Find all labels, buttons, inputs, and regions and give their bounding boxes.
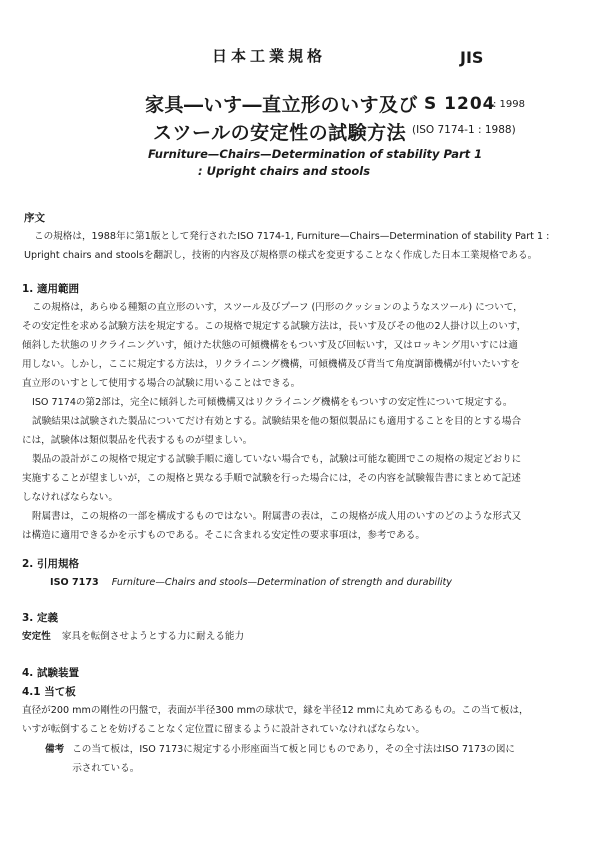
section-4-1-line: 直径が200 mmの剛性の円盤で，表面が半径300 mmの球状で，縁を半径12 mmに丸めてあるもの。この当て板は， [22,705,529,716]
standard-code: S 1204 [424,94,496,114]
preface-line: この規格は，1988年に第1版として発行されたISO 7174-1, Furniture—Chairs—Determination of stability Part 1 : [34,231,550,242]
title-en-line2: : Upright chairs and stools [198,164,371,178]
section-1-line: 製品の設計がこの規格で規定する試験手順に適していない場合でも，試験は可能な範囲でこの規格の規定どおりに [32,454,522,465]
definition-entry [22,627,244,646]
definition-text: 家具を転倒させようとする力に耐える能力 [61,631,245,642]
remark-line: この当て板は，ISO 7173に規定する小形座面当て板と同じものであり，その全寸法はISO 7173の図に [72,744,516,755]
section-4-1-heading: 4.1 当て板 [22,686,76,698]
section-2-heading: 2. 引用規格 [22,558,79,570]
jis-mark: JIS [460,48,484,67]
section-1-line: ISO 7174の第2部は，完全に傾斜した可傾機構又はリクライニング機構をもついすの安定性について規定する。 [32,397,513,408]
title-ja-line2: スツールの安定性の試験方法 [153,122,407,144]
section-1-line: には，試験体は類似製品を代表するものが望ましい。 [22,435,253,446]
section-4-1-body [22,701,592,739]
preface-heading: 序文 [24,212,45,224]
remark-block [45,740,515,778]
section-1-line: 附属書は，この規格の一部を構成するものではない。附属書の表は，この規格が成人用のいすのどのような形式又 [32,511,522,522]
section-1-heading: 1. 適用範囲 [22,283,79,295]
section-1-line: 実施することが望ましいが，この規格と異なる手順で試験を行った場合には，その内容を試験報告書にまとめて記述 [22,473,521,484]
section-1-line: 試験結果は試験された製品についてだけ有効とする。試験結果を他の類似製品にも適用することを目的とする場合 [32,416,522,427]
standard-year: : 1998 [493,99,525,110]
section-1-line: しなければならない。 [22,492,118,503]
section-4-heading: 4. 試験装置 [22,667,79,679]
preface-body [24,227,584,265]
definition-term: 安定性 [22,631,51,642]
remark-line: 示されている。 [72,763,140,774]
section-1-line: この規格は，あらゆる種類の直立形のいす，スツール及びプーフ (円形のクッションのようなスツール) について， [32,302,523,313]
reference-title: Furniture—Chairs and stools—Determination of strength and durability [111,577,452,588]
iso-reference: (ISO 7174-1 : 1988) [412,124,516,136]
remark-label: 備考 [45,744,65,755]
section-1-line: 直立形のいすとして使用する場合の試験に用いることはできる。 [22,378,301,389]
section-1-line: 用しない。しかし，ここに規定する方法は，リクライニング機構，可傾機構及び背当て角度調節機構が付いたいすを [22,359,520,370]
title-en-line1: Furniture—Chairs—Determination of stability Part 1 [148,147,483,161]
section-1-line: は構造に適用できるかを示すものである。そこに含まれる安定性の要求事項は，参考である。 [22,530,425,541]
section-4-1-line: いすが転倒することを妨げることなく定位置に留まるように設計されていなければならない。 [22,724,425,735]
section-1-body [22,298,592,545]
section-3-heading: 3. 定義 [22,612,58,624]
title-ja-line1: 家具―いす―直立形のいす及び [145,94,419,116]
standard-name: 日本工業規格 [212,47,327,65]
reference-entry [50,573,452,592]
reference-code: ISO 7173 [50,577,99,588]
preface-line: Upright chairs and stoolsを翻訳し，技術的内容及び規格票の様式を変更することなく作成した日本工業規格である。 [24,250,538,261]
section-1-line: その安定性を求める試験方法を規定する。この規格で規定する試験方法は，長いす及びその他の2人掛け以上のいす， [22,321,527,332]
section-1-line: 傾斜した状態のリクライニングいす，傾けた状態の可傾機構をもついす及び回転いす，又はロッキング用いすには適 [22,340,518,351]
